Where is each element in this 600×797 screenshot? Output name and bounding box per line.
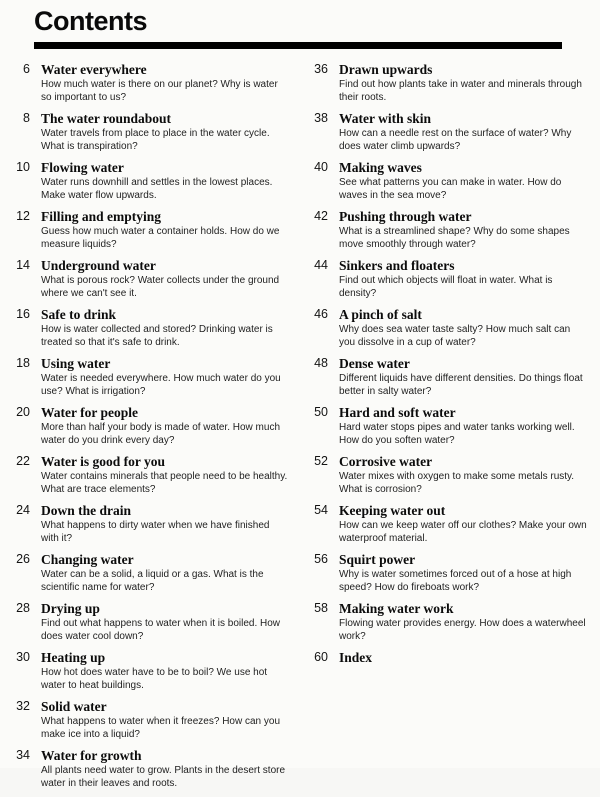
page-title: Contents — [34, 6, 147, 36]
entry-description: What is porous rock? Water collects under the ground where we can't see it. — [41, 275, 280, 299]
entry-description: How can we keep water off our clothes? Make your own waterproof material. — [339, 520, 587, 544]
toc-entry — [8, 454, 290, 496]
page-number: 30 — [16, 650, 30, 664]
entry-description: Different liquids have different densities. Do things float better in salty water? — [339, 373, 583, 397]
entry-body — [339, 650, 372, 667]
page-number: 26 — [16, 552, 30, 566]
entry-description: What happens to water when it freezes? How can you make ice into a liquid? — [41, 716, 281, 740]
toc-entry — [306, 62, 588, 104]
entry-title: Drawn upwards — [339, 62, 433, 77]
entry-body — [339, 62, 588, 104]
entry-title: Squirt power — [339, 552, 416, 567]
entry-body — [339, 405, 588, 447]
entry-body — [41, 601, 290, 643]
entry-title: Dense water — [339, 356, 410, 371]
entry-title: Water everywhere — [41, 62, 147, 77]
entry-body — [41, 160, 290, 202]
page-number: 58 — [314, 601, 328, 615]
toc-entry — [8, 307, 290, 349]
entry-title: Using water — [41, 356, 111, 371]
entry-title: Making water work — [339, 601, 454, 616]
page-number: 52 — [314, 454, 328, 468]
entry-body — [339, 111, 588, 153]
entry-title: Solid water — [41, 699, 107, 714]
entry-description: What is a streamlined shape? Why do some shapes move smoothly through water? — [339, 226, 570, 250]
page-number: 46 — [314, 307, 328, 321]
entry-title: Water for growth — [41, 748, 142, 763]
entry-description: Water can be a solid, a liquid or a gas. What is the scientific name for water? — [41, 569, 264, 593]
entry-body — [339, 601, 588, 643]
entry-title: Index — [339, 650, 373, 665]
page-number: 14 — [16, 258, 30, 272]
toc-entry — [8, 209, 290, 251]
page-number: 10 — [16, 160, 30, 174]
toc-entry — [8, 503, 290, 545]
toc-entry — [8, 111, 290, 153]
toc-entry — [306, 160, 588, 202]
entry-title: Hard and soft water — [339, 405, 456, 420]
toc-entry — [306, 258, 588, 300]
entry-body — [41, 699, 290, 741]
page-number: 56 — [314, 552, 328, 566]
entry-body — [41, 258, 290, 300]
entry-body — [41, 405, 290, 447]
entry-body — [41, 650, 290, 692]
toc-entry — [306, 552, 588, 594]
page-number: 40 — [314, 160, 328, 174]
entry-description: How can a needle rest on the surface of water? Why does water climb upwards? — [339, 128, 572, 152]
entry-description: How hot does water have to be to boil? We use hot water to heat buildings. — [41, 667, 268, 691]
toc-entry — [306, 111, 588, 153]
entry-description: Find out which objects will float in water. What is density? — [339, 275, 553, 299]
toc-entry — [8, 160, 290, 202]
entry-title: Drying up — [41, 601, 100, 616]
page-number: 32 — [16, 699, 30, 713]
page-number: 18 — [16, 356, 30, 370]
entry-title: Heating up — [41, 650, 106, 665]
entry-body — [339, 503, 588, 545]
entry-body — [41, 748, 290, 790]
page-number: 20 — [16, 405, 30, 419]
toc-entry — [8, 62, 290, 104]
toc-entry — [306, 454, 588, 496]
page-number: 34 — [16, 748, 30, 762]
entry-description: All plants need water to grow. Plants in the desert store water in their leaves and roots. — [41, 765, 286, 789]
toc-entry — [306, 601, 588, 643]
entry-title: Sinkers and floaters — [339, 258, 455, 273]
entry-title: Corrosive water — [339, 454, 433, 469]
entry-body — [41, 356, 290, 398]
entry-description: How is water collected and stored? Drinking water is treated so that it's safe to drink. — [41, 324, 273, 348]
entry-title: The water roundabout — [41, 111, 172, 126]
page-number: 8 — [23, 111, 30, 125]
entry-title: Water for people — [41, 405, 138, 420]
toc-entry — [306, 503, 588, 545]
entry-title: Flowing water — [41, 160, 124, 175]
entry-description: What happens to dirty water when we have finished with it? — [41, 520, 270, 544]
page-number: 36 — [314, 62, 328, 76]
entry-title: Water with skin — [339, 111, 432, 126]
entry-body — [339, 209, 588, 251]
entry-body — [339, 258, 588, 300]
toc-entry — [8, 405, 290, 447]
entry-title: Keeping water out — [339, 503, 446, 518]
entry-description: Water runs downhill and settles in the lowest places. Make water flow upwards. — [41, 177, 273, 201]
entry-body — [41, 111, 290, 153]
entry-description: How much water is there on our planet? Why is water so important to us? — [41, 79, 278, 103]
entry-description: Hard water stops pipes and water tanks working well. How do you soften water? — [339, 422, 575, 446]
toc-entry — [8, 650, 290, 692]
entry-description: Water is needed everywhere. How much water do you use? What is irrigation? — [41, 373, 281, 397]
entry-body — [339, 454, 588, 496]
page-header — [34, 6, 562, 37]
entry-description: Find out what happens to water when it is boiled. How does water cool down? — [41, 618, 281, 642]
toc-entry — [8, 356, 290, 398]
page-number: 48 — [314, 356, 328, 370]
entry-title: Safe to drink — [41, 307, 117, 322]
entry-title: Making waves — [339, 160, 422, 175]
toc-entry — [8, 258, 290, 300]
toc-entry — [306, 307, 588, 349]
toc-entry — [8, 699, 290, 741]
toc-entry — [306, 650, 588, 667]
toc-column-left — [8, 62, 290, 797]
entry-description: Flowing water provides energy. How does a waterwheel work? — [339, 618, 586, 642]
page-number: 28 — [16, 601, 30, 615]
entry-description: Find out how plants take in water and minerals through their roots. — [339, 79, 582, 103]
toc-entry — [8, 601, 290, 643]
entry-description: Why does sea water taste salty? How much salt can you dissolve in a cup of water? — [339, 324, 571, 348]
entry-description: See what patterns you can make in water. How do waves in the sea move? — [339, 177, 562, 201]
entry-title: Water is good for you — [41, 454, 166, 469]
page-number: 24 — [16, 503, 30, 517]
toc-column-right — [306, 62, 588, 797]
entry-description: Water travels from place to place in the water cycle. What is transpiration? — [41, 128, 270, 152]
entry-description: Guess how much water a container holds. How do we measure liquids? — [41, 226, 280, 250]
page-number: 44 — [314, 258, 328, 272]
entry-title: Down the drain — [41, 503, 132, 518]
toc-entry — [306, 356, 588, 398]
entry-body — [339, 552, 588, 594]
page-number: 38 — [314, 111, 328, 125]
entry-body — [41, 503, 290, 545]
toc-columns — [8, 62, 592, 797]
entry-body — [41, 209, 290, 251]
page-number: 42 — [314, 209, 328, 223]
title-rule — [34, 42, 562, 49]
entry-body — [41, 62, 290, 104]
entry-title: Pushing through water — [339, 209, 472, 224]
page-number: 16 — [16, 307, 30, 321]
entry-body — [339, 160, 588, 202]
toc-entry — [306, 209, 588, 251]
entry-title: A pinch of salt — [339, 307, 422, 322]
toc-entry — [8, 748, 290, 790]
entry-title: Underground water — [41, 258, 156, 273]
toc-entry — [306, 405, 588, 447]
entry-description: Why is water sometimes forced out of a hose at high speed? How do fireboats work? — [339, 569, 572, 593]
page-number: 60 — [314, 650, 328, 664]
page-number: 22 — [16, 454, 30, 468]
toc-entry — [8, 552, 290, 594]
entry-body — [339, 356, 588, 398]
entry-description: More than half your body is made of water. How much water do you drink every day? — [41, 422, 281, 446]
page-number: 54 — [314, 503, 328, 517]
page-number: 50 — [314, 405, 328, 419]
entry-body — [41, 552, 290, 594]
page-number: 12 — [16, 209, 30, 223]
entry-description: Water mixes with oxygen to make some metals rusty. What is corrosion? — [339, 471, 575, 495]
entry-title: Changing water — [41, 552, 134, 567]
entry-title: Filling and emptying — [41, 209, 162, 224]
entry-body — [339, 307, 588, 349]
page-number: 6 — [23, 62, 30, 76]
entry-body — [41, 454, 290, 496]
entry-description: Water contains minerals that people need to be healthy. What are trace elements? — [41, 471, 288, 495]
entry-body — [41, 307, 290, 349]
